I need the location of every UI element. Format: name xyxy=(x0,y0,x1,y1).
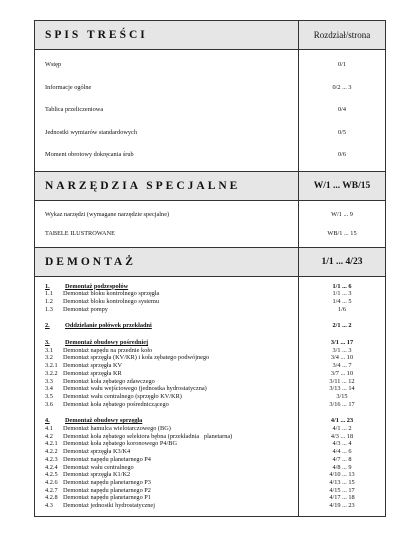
toc-title: SPIS TREŚCI xyxy=(45,29,148,41)
subchapter-label xyxy=(35,440,299,448)
item-number: 4.2.6 xyxy=(45,478,58,486)
toc-row xyxy=(35,122,385,145)
tools-row xyxy=(35,205,385,224)
item-page-ref: 1/6 xyxy=(337,305,347,313)
item-title: Demontaż sprzęgła (KV/KR) i koła zębatego podwójnego xyxy=(63,354,210,362)
item-number: 4.3 xyxy=(45,502,53,510)
demontaz-group xyxy=(35,339,385,408)
item-number: 3.1 xyxy=(45,346,53,354)
toc-body xyxy=(35,50,385,172)
item-page-ref: 1/1 ... 6 xyxy=(332,282,352,290)
item-title: Oddzielanie połówek przekładni xyxy=(65,322,152,330)
toc-row xyxy=(35,144,385,167)
item-title: Demontaż hamulca wielotarczowego (BG) xyxy=(63,425,171,433)
chapter-row xyxy=(35,322,385,330)
item-number: 1.3 xyxy=(45,305,53,313)
item-page-ref: 3/1 ... 17 xyxy=(330,339,354,347)
subchapter-row xyxy=(35,425,385,433)
subchapter-label xyxy=(35,464,299,472)
subchapter-row xyxy=(35,401,385,409)
subchapter-row xyxy=(35,298,385,306)
item-page-ref: 4/1 ... 23 xyxy=(330,417,354,425)
item-title: Demontaż obudowy pośredniej xyxy=(65,339,149,347)
item-title: Demontaż sprzęgła K1/K2 xyxy=(63,471,131,479)
subchapter-row xyxy=(35,448,385,456)
toc-page-ref: 0/5 xyxy=(337,128,347,136)
toc-page-ref: 0/6 xyxy=(337,151,347,158)
subchapter-label xyxy=(35,362,299,370)
item-number: 4.1 xyxy=(45,425,53,433)
item-page-ref: 3/13 ... 14 xyxy=(329,385,355,393)
subchapter-label xyxy=(35,393,299,401)
item-page-ref: 4/3 ... 18 xyxy=(330,432,354,440)
subchapter-row xyxy=(35,290,385,298)
subchapter-label xyxy=(35,401,299,409)
subchapter-label xyxy=(35,354,299,362)
item-title: Demontaż koła zębatego koronowego P4/BG xyxy=(63,440,178,448)
item-title: Demontaż bloku kontrolnego systemu xyxy=(63,297,160,305)
toc-page-ref: 0/4 xyxy=(337,106,347,113)
item-page-ref: 4/7 ... 8 xyxy=(332,455,352,463)
item-page-ref: 1/1 ... 3 xyxy=(332,290,352,298)
subchapter-row xyxy=(35,370,385,378)
item-number: 3.5 xyxy=(45,392,53,400)
item-page-ref: 3/4 ... 10 xyxy=(330,354,354,362)
item-title: Demontaż podzespołów xyxy=(65,282,129,290)
item-title: Demontaż napędu planetarnego P1 xyxy=(63,494,151,502)
chapter-label xyxy=(35,322,299,330)
item-page-ref: 4/15 ... 17 xyxy=(329,486,355,494)
item-title: Demontaż bloku kontrolnego sprzęgła xyxy=(63,290,160,298)
item-page-ref: 1/4 ... 5 xyxy=(332,297,352,305)
toc-table xyxy=(34,20,386,517)
item-number: 4.2.1 xyxy=(45,440,58,448)
chapter-label xyxy=(35,417,299,425)
item-number: 4.2.4 xyxy=(45,463,58,471)
item-page-ref: 4/10 ... 13 xyxy=(329,471,355,479)
subchapter-label xyxy=(35,487,299,495)
item-page-ref: 4/8 ... 9 xyxy=(332,463,352,471)
subchapter-row xyxy=(35,464,385,472)
item-page-ref: 3/7 ... 10 xyxy=(330,369,354,377)
item-title: Demontaż sprzęgła K3/K4 xyxy=(63,448,131,456)
subchapter-label xyxy=(35,385,299,393)
demontaz-group xyxy=(35,322,385,330)
demontaz-range: 1/1 ... 4/23 xyxy=(298,248,385,276)
toc-page-ref: 0/2 ... 3 xyxy=(332,83,352,91)
item-page-ref: 2/1 ... 2 xyxy=(332,322,352,330)
subchapter-row xyxy=(35,354,385,362)
demontaz-group xyxy=(35,417,385,509)
item-title: Demontaż koła zębatego zdawczego xyxy=(63,377,155,385)
item-number: 2. xyxy=(45,322,50,330)
item-number: 3.3 xyxy=(45,377,53,385)
item-page-ref: 4/1 ... 2 xyxy=(332,425,352,433)
item-page-ref: 4/3 ... 4 xyxy=(332,440,352,448)
item-page-ref: 3/15 xyxy=(336,392,348,400)
subchapter-label xyxy=(35,378,299,386)
item-title: Demontaż wału centralnego xyxy=(63,463,134,471)
tools-row xyxy=(35,224,385,243)
item-number: 4.2.5 xyxy=(45,471,58,479)
item-page-ref: 3/16 ... 17 xyxy=(329,400,355,408)
demontaz-header xyxy=(35,248,385,277)
toc-page-ref: 0/1 xyxy=(337,61,347,68)
chapter-label xyxy=(35,283,299,291)
subchapter-label xyxy=(35,494,299,502)
toc-column-header: Rozdział/strona xyxy=(298,21,385,49)
item-page-ref: 3/4 ... 7 xyxy=(332,362,352,370)
subchapter-row xyxy=(35,494,385,502)
subchapter-row xyxy=(35,433,385,441)
demontaz-title: DEMONTAŻ xyxy=(45,255,136,268)
subchapter-label xyxy=(35,306,299,314)
item-page-ref: 4/4 ... 6 xyxy=(332,448,352,456)
subchapter-row xyxy=(35,456,385,464)
toc-label: Moment obrotowy dokręcania śrub xyxy=(45,151,134,158)
subchapter-label xyxy=(35,298,299,306)
toc-label: Jednostki wymiarów standardowych xyxy=(45,128,137,136)
chapter-row xyxy=(35,339,385,347)
subchapter-label xyxy=(35,370,299,378)
subchapter-label xyxy=(35,290,299,298)
item-title: Demontaż obudowy sprzęgła xyxy=(65,417,143,425)
item-number: 3.2.1 xyxy=(45,362,58,370)
toc-header xyxy=(35,21,385,50)
subchapter-row xyxy=(35,393,385,401)
item-title: Demontaż wału centralnego (sprzęgło KV/KR) xyxy=(63,392,182,400)
toc-label: Tablica przeliczeniowa xyxy=(45,106,104,113)
toc-label: Wstęp xyxy=(45,61,62,68)
item-number: 1.2 xyxy=(45,297,53,305)
item-title: Demontaż wału wejściowego (jednostka hydrostatyczna) xyxy=(63,385,207,393)
item-number: 3. xyxy=(45,339,50,347)
item-title: Demontaż pompy xyxy=(63,305,108,313)
tools-label: TABELE ILUSTROWANE xyxy=(45,229,115,237)
subchapter-label xyxy=(35,448,299,456)
subchapter-row xyxy=(35,378,385,386)
subchapter-label xyxy=(35,425,299,433)
item-page-ref: 4/17 ... 18 xyxy=(329,494,355,502)
item-number: 4.2.7 xyxy=(45,486,58,494)
item-number: 4. xyxy=(45,417,50,425)
item-page-ref: 3/11 ... 12 xyxy=(329,377,355,385)
item-title: Demontaż napędu planetarnego P4 xyxy=(63,455,151,463)
item-number: 3.2 xyxy=(45,354,53,362)
subchapter-row xyxy=(35,487,385,495)
item-title: Demontaż sprzęgła KR xyxy=(63,369,122,377)
chapter-label xyxy=(35,339,299,347)
toc-row xyxy=(35,99,385,122)
toc-page xyxy=(34,20,386,517)
subchapter-label xyxy=(35,471,299,479)
item-title: Demontaż napędu na przednie koło xyxy=(63,346,153,354)
item-number: 3.2.2 xyxy=(45,369,58,377)
subchapter-label xyxy=(35,456,299,464)
tools-header xyxy=(35,172,385,201)
demontaz-body xyxy=(35,277,385,516)
item-number: 4.2.3 xyxy=(45,455,58,463)
subchapter-label xyxy=(35,502,299,510)
item-page-ref: 3/1 ... 3 xyxy=(332,346,352,354)
item-title: Demontaż jednostki hydrostatycznej xyxy=(63,502,155,510)
tools-page-ref: WB/1 ... 15 xyxy=(327,229,357,237)
subchapter-row xyxy=(35,347,385,355)
toc-row xyxy=(35,54,385,77)
subchapter-label xyxy=(35,479,299,487)
item-number: 4.2.8 xyxy=(45,494,58,502)
item-number: 1.1 xyxy=(45,290,53,298)
item-page-ref: 4/19 ... 23 xyxy=(329,502,355,510)
toc-label: Informacje ogólne xyxy=(45,83,92,91)
chapter-row xyxy=(35,417,385,425)
subchapter-row xyxy=(35,306,385,314)
item-number: 1. xyxy=(45,282,50,290)
tools-label: Wykaz narzędzi (wymagane narzędzie specjalne) xyxy=(45,210,170,218)
item-page-ref: 4/13 ... 15 xyxy=(329,478,355,486)
subchapter-row xyxy=(35,471,385,479)
subchapter-row xyxy=(35,362,385,370)
subchapter-label xyxy=(35,347,299,355)
subchapter-row xyxy=(35,502,385,510)
item-number: 4.2 xyxy=(45,432,53,440)
tools-body xyxy=(35,201,385,248)
item-title: Demontaż sprzęgła KV xyxy=(63,362,123,370)
subchapter-row xyxy=(35,385,385,393)
chapter-row xyxy=(35,283,385,291)
tools-title: NARZĘDZIA SPECJALNE xyxy=(45,179,241,192)
subchapter-row xyxy=(35,440,385,448)
tools-page-ref: W/1 ... 9 xyxy=(331,210,353,218)
tools-range: W/1 ... WB/15 xyxy=(298,172,385,200)
item-number: 4.2.2 xyxy=(45,448,58,456)
subchapter-row xyxy=(35,479,385,487)
demontaz-group xyxy=(35,283,385,314)
item-title: Demontaż napędu planetarnego P3 xyxy=(63,478,151,486)
item-title: Demontaż koła zębatego selektora bębna (przekładnia planetarna) xyxy=(63,432,233,440)
item-number: 3.6 xyxy=(45,400,53,408)
item-title: Demontaż napędu planetarnego P2 xyxy=(63,486,151,494)
item-title: Demontaż koła zębatego pośredniczącego xyxy=(63,400,169,408)
toc-row xyxy=(35,77,385,100)
subchapter-label xyxy=(35,433,299,441)
item-number: 3.4 xyxy=(45,385,53,393)
